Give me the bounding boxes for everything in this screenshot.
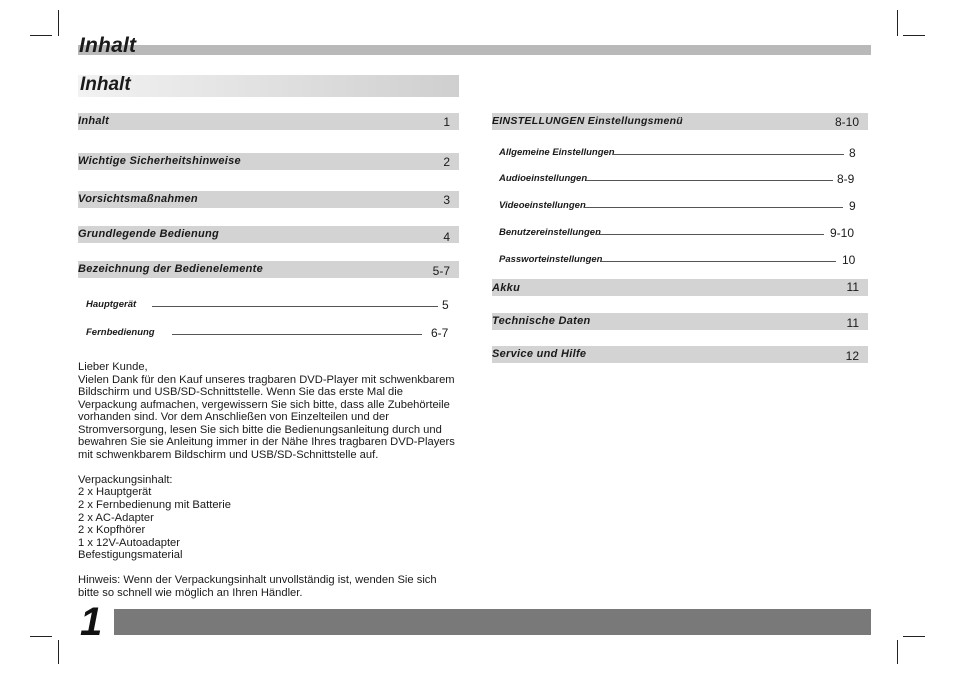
toc-row-bedienelemente[interactable]: [78, 261, 459, 278]
contents-item: 1 x 12V-Autoadapter: [78, 536, 181, 549]
crop-mark: [30, 35, 52, 36]
toc-subitem-allgemeine-einstellungen[interactable]: [499, 146, 859, 162]
toc-label: Hauptgerät: [86, 299, 137, 310]
crop-mark: [30, 636, 52, 637]
toc-label: Audioeinstellungen: [499, 173, 588, 184]
intro-text: [78, 361, 498, 599]
intro-note: Hinweis: Wenn der Verpackungsinhalt unvollständig ist, wenden Sie sich bitte so schnell wie möglich an Ihren Händler.: [78, 574, 437, 599]
toc-row-sicherheitshinweise[interactable]: [78, 153, 459, 170]
toc-page: 11: [846, 316, 859, 330]
section-title: Inhalt: [80, 74, 131, 95]
toc-label: Inhalt: [78, 115, 110, 127]
toc-row-inhalt[interactable]: [78, 113, 459, 130]
crop-mark: [897, 10, 898, 36]
toc-label: Vorsichtsmaßnahmen: [78, 193, 198, 205]
crop-mark: [58, 640, 59, 664]
toc-page: 8: [849, 146, 856, 160]
toc-label: EINSTELLUNGEN Einstellungsmenü: [492, 115, 684, 127]
toc-page: 8-9: [837, 172, 855, 186]
leader-line: [152, 306, 438, 307]
toc-label: Service und Hilfe: [492, 348, 587, 360]
contents-item: 2 x Fernbedienung mit Batterie: [78, 499, 231, 512]
crop-mark: [903, 636, 925, 637]
leader-line: [585, 207, 843, 208]
toc-subitem-passworteinstellungen[interactable]: [499, 253, 859, 269]
toc-page: 8-10: [834, 115, 859, 129]
toc-page: 4: [443, 230, 450, 244]
toc-subitem-benutzereinstellungen[interactable]: [499, 226, 859, 242]
toc-page: 9: [849, 199, 856, 213]
toc-label: Bezeichnung der Bedienelemente: [78, 263, 264, 275]
crop-mark: [897, 640, 898, 664]
toc-label: Allgemeine Einstellungen: [499, 147, 615, 158]
toc-row-vorsichtsmassnahmen[interactable]: [78, 191, 459, 208]
leader-line: [601, 261, 836, 262]
intro-paragraph: Vielen Dank für den Kauf unseres tragbaren DVD-Player mit schwenkbarem Bildschirm und USB/SD-Schnittstelle. Wenn Sie das erste Mal die Verpackung aufmachen, vergewissern Sie sich bitte, dass alle Zubehörteile vorhanden sind. Vor dem Anschließen von Einzelteilen und der Stromversorgung, lesen Sie sich bitte die Bedienungsanleitung durch und bewahren Sie sie Anleitung immer in der Nähe Ihres tragbaren DVD-Players mit schwenkbarem Bildschirm und USB/SD-Schnittstelle auf.: [78, 373, 455, 461]
toc-subitem-videoeinstellungen[interactable]: [499, 199, 859, 215]
toc-page: 5-7: [432, 264, 450, 278]
page-number: 1: [80, 600, 103, 644]
contents-item: 2 x Hauptgerät: [78, 486, 152, 499]
toc-row-service-und-hilfe[interactable]: [492, 346, 868, 363]
footer-bar: [114, 609, 871, 635]
toc-row-grundlegende-bedienung[interactable]: [78, 226, 459, 243]
toc-subitem-hauptgeraet[interactable]: [86, 298, 456, 314]
page-title: Inhalt: [79, 34, 137, 57]
toc-label: Videoeinstellungen: [499, 200, 586, 211]
leader-line: [586, 180, 833, 181]
toc-label: Grundlegende Bedienung: [78, 228, 220, 240]
toc-page: 11: [846, 280, 859, 294]
toc-page: 9-10: [830, 226, 855, 240]
toc-page: 6-7: [431, 326, 449, 340]
toc-label: Akku: [492, 282, 521, 294]
toc-label: Technische Daten: [492, 315, 591, 327]
section-title-box: [78, 75, 459, 97]
toc-row-akku[interactable]: [492, 279, 868, 296]
toc-page: 12: [845, 349, 859, 363]
toc-subitem-audioeinstellungen[interactable]: [499, 172, 859, 188]
toc-label: Passworteinstellungen: [499, 254, 603, 265]
contents-item: Befestigungsmaterial: [78, 549, 183, 562]
header-bar: [78, 45, 871, 55]
toc-row-technische-daten[interactable]: [492, 313, 868, 330]
crop-mark: [58, 10, 59, 36]
toc-label: Fernbedienung: [86, 327, 155, 338]
leader-line: [596, 234, 824, 235]
toc-page: 3: [443, 193, 450, 207]
toc-page: 2: [443, 155, 450, 169]
leader-line: [613, 154, 844, 155]
toc-subitem-fernbedienung[interactable]: [86, 326, 456, 342]
toc-page: 1: [443, 115, 450, 129]
intro-greeting: Lieber Kunde,: [78, 361, 148, 373]
contents-item: 2 x Kopfhörer: [78, 524, 146, 537]
contents-heading: Verpackungsinhalt:: [78, 473, 173, 486]
contents-item: 2 x AC-Adapter: [78, 511, 154, 524]
toc-row-einstellungen[interactable]: [492, 113, 868, 130]
toc-page: 5: [442, 298, 449, 312]
crop-mark: [903, 35, 925, 36]
leader-line: [172, 334, 422, 335]
toc-label: Benutzereinstellungen: [499, 227, 601, 238]
toc-page: 10: [842, 253, 856, 267]
toc-label: Wichtige Sicherheitshinweise: [78, 155, 241, 167]
